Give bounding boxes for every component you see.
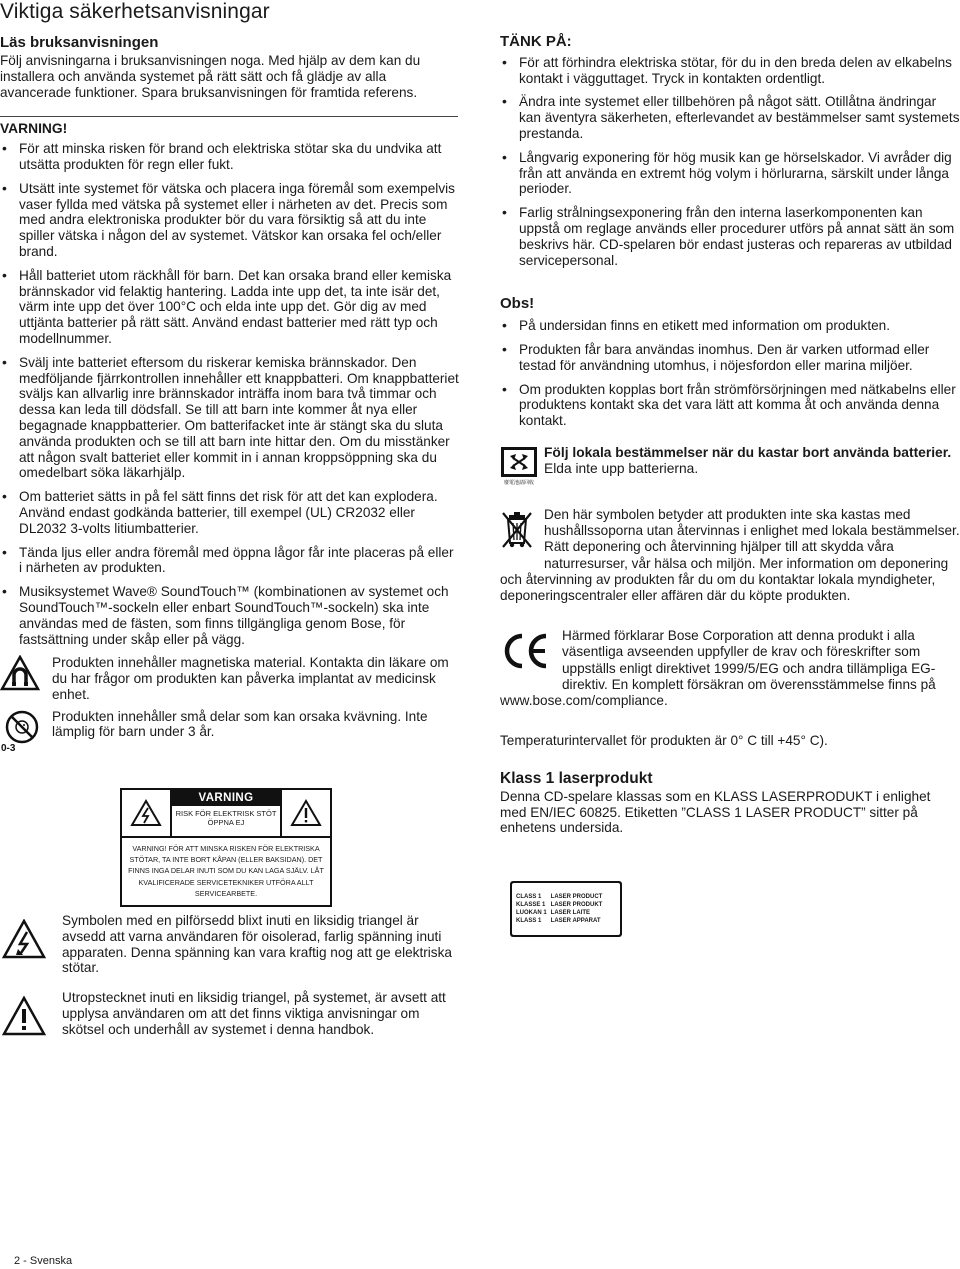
klass-text: Denna CD-spelare klassas som en KLASS LASERPRODUKT i enlighet med EN/IEC 60825. Etiketten ”CLASS 1 LASER PRODUCT” sitter på enhetens undersida. (500, 788, 931, 836)
crossed-bin-icon (500, 509, 534, 556)
intro-paragraph: Följ anvisningarna i bruksanvisningen noga. Med hjälp av dem kan du installera och använda systemet på rätt sätt och få glädje av alla avancerade funktioner. Spara bruksanvisningen för framtida referens. (0, 53, 421, 100)
exclamation-warning-icon (282, 790, 330, 836)
list-item: • Om produkten kopplas bort från strömförsörjningen med nätkabelns eller produktens kontakt ska det vara lätt att komma åt och använda denna kontakt. (500, 382, 960, 429)
list-item: • Musiksystemet Wave® SoundTouch™ (kombinationen av systemet och SoundTouch™-sockeln eller enbart SoundTouch™-sockeln) ska inte användas med de fästen, som finns tillgängliga genom Bose, för fastsättning under skåp eller på vägg. (0, 584, 460, 647)
battery-icon-caption: 廢電池請回收 (503, 479, 535, 486)
laser-product-cell: LASER LAITE (550, 910, 591, 916)
exclamation-text: Utropstecknet inuti en liksidig triangel, på systemet, är avsett att upplysa användaren om att det finns viktiga anvisningar om skötsel och underhåll av systemet i denna handbok. (62, 990, 446, 1037)
warning-list (0, 141, 460, 647)
divider (0, 116, 458, 117)
lightning-explanation (0, 913, 460, 976)
table-row (516, 917, 606, 925)
laser-product-cell: LASER APPARAT (550, 918, 601, 924)
lightning-triangle-icon (2, 919, 46, 964)
obs-list (500, 318, 960, 429)
weee-notice (500, 507, 960, 604)
obs-heading: Obs! (500, 295, 535, 313)
label-body-text: VARNING! FÖR ATT MINSKA RISKEN FÖR ELEKTRISKA STÖTAR, TA INTE BORT KÅPAN (ELLER BAKSIDAN). DET FINNS INGA DELAR INUTI SOM DU KAN LAGA SJÄLV. LÅT KVALIFICERADE SERVICETEKNIKER UTFÖRA ALLT SERVICEARBETE. (128, 844, 324, 898)
list-item: • För att minska risken för brand och elektriska stötar ska du undvika att utsätta produkten för regn eller fukt. (0, 141, 460, 173)
laser-product-cell: LASER PRODUKT (550, 902, 603, 908)
label-warning-text: VARNING (172, 790, 280, 806)
left-column (0, 34, 460, 753)
laser-label-table (516, 893, 606, 925)
lightning-warning-icon (122, 790, 170, 836)
tank-pa-heading: TÄNK PÅ: (500, 33, 572, 50)
right-column (500, 34, 960, 836)
list-item: • Ändra inte systemet eller tillbehören på något sätt. Otillåtna ändringar kan äventyra säkerheten, efterlevandet av bestämmelser samt systemets prestanda. (500, 94, 960, 141)
ce-mark-icon (500, 630, 552, 677)
ce-notice (500, 628, 960, 709)
list-item: • Utsätt inte systemet för vätska och placera inga föremål som exempelvis vaser fyllda med vätska på systemet eller i närheten av det. Precis som med andra elektroniska produkter bör du vara försiktig så att du inte spiller vätska i någon del av systemet. Vätskor kan orsaka fel och/eller brand. (0, 181, 460, 260)
laser-product-cell: LASER PRODUCT (550, 894, 603, 900)
klass-heading: Klass 1 laserprodukt (500, 769, 653, 787)
read-manual-heading: Läs bruksanvisningen (0, 34, 159, 51)
page-footer: 2 - Svenska (14, 1255, 73, 1267)
label-risk-text: RISK FÖR ELEKTRISK STÖT ÖPPNA EJ (175, 809, 277, 827)
list-item: • För att förhindra elektriska stötar, för du in den breda delen av elkabelns kontakt i vägguttaget. Tryck in kontakten ordentligt. (500, 55, 960, 87)
table-row (516, 901, 606, 909)
table-row (516, 909, 606, 917)
laser-class-cell: KLASS 1 (516, 918, 542, 924)
exclamation-explanation (0, 990, 460, 1037)
list-item: • Långvarig exponering för hög musik kan ge hörselskador. Vi avråder dig från att använda en extremt hög volym i hörlurarna, särskilt under långa perioder. (500, 150, 960, 197)
magnet-warning-icon (0, 655, 40, 696)
laser-class-label (510, 881, 622, 937)
small-parts-notice (0, 709, 460, 753)
lightning-text: Symbolen med en pilförsedd blixt inuti en liksidig triangel är avsedd att varna användaren för oisolerad, farlig spänning inuti apparaten. Denna spänning kan vara kraftig nog att ge elektriska stötar. (62, 913, 452, 976)
disposal-bold-text: Följ lokala bestämmelser när du kastar bort använda batterier. (544, 444, 952, 460)
magnetic-text: Produkten innehåller magnetiska material. Kontakta din läkare om du har frågor om produkten kan påverka implantat av medicinsk enhet. (52, 655, 449, 702)
laser-class-cell: KLASSE 1 (516, 902, 546, 908)
age-label: 0-3 (1, 742, 16, 753)
laser-class-cell: LUOKAN 1 (516, 910, 547, 916)
list-item: • Håll batteriet utom räckhåll för barn. Det kan orsaka brand eller kemiska brännskador vid felaktig hantering. Ladda inte upp det, ta inte isär det, värm inte upp det över 100°C och elda inte upp det. Gör dig av med uttjänta batterier på rätt sätt. Använd endast batterier med rätt typ och modellnummer. (0, 268, 460, 347)
ce-text: Härmed förklarar Bose Corporation att denna produkt i alla väsentliga avseenden uppfyller de krav och föreskrifter som uppställs enligt direktivet 1999/5/EG och andra tillämpliga EG-direktiv. En komplett försäkran om överensstämmelse finns på www.bose.com/compliance. (500, 628, 936, 708)
choking-hazard-icon (0, 709, 44, 758)
laser-class-cell: CLASS 1 (516, 894, 542, 900)
disposal-text (544, 445, 960, 477)
list-item: • Farlig strålningsexponering från den interna laserkomponenten kan uppstå om reglage används eller procedurer utförs på annat sätt än som beskrivs här. CD-spelaren bör endast justeras och repareras av utbildad servicepersonal. (500, 205, 960, 268)
weee-text: Den här symbolen betyder att produkten inte ska kastas med hushållssoporna utan återvinnas i enlighet med lokala bestämmelser. Rätt deponering och återvinning hjälper till att skydda våra naturresurser, vår hälsa och miljön. Mer information om deponering och återvinning av produkten får du om du kontaktar lokala myndigheter, deponeringscentraler eller affären där du köpte produkten. (500, 506, 960, 603)
battery-disposal (500, 444, 960, 486)
exclamation-triangle-icon (2, 996, 46, 1041)
list-item: • Produkten får bara användas inomhus. Den är varken utformad eller testad för användning utomhus, i nöjesfordon eller marina miljöer. (500, 342, 960, 374)
list-item: • På undersidan finns en etikett med information om produkten. (500, 318, 960, 334)
disposal-rest-text: Elda inte upp batterierna. (544, 460, 699, 476)
warning-heading: VARNING! (0, 121, 68, 137)
temperature-text: Temperaturintervallet för produkten är 0° C till +45° C). (500, 733, 828, 749)
battery-recycle-icon (500, 446, 538, 491)
magnetic-notice (0, 655, 460, 702)
tank-pa-list (500, 55, 960, 269)
page-title: Viktiga säkerhetsanvisningar (0, 0, 270, 23)
list-item: • Tända ljus eller andra föremål med öppna lågor får inte placeras på eller i närheten av produkten. (0, 545, 460, 577)
list-item: • Om batteriet sätts in på fel sätt finns det risk för att det kan explodera. Använd endast godkända batterier, till exempel (UL) CR2032 eller DL2032 3-volts litiumbatterier. (0, 489, 460, 536)
list-item: • Svälj inte batteriet eftersom du riskerar kemiska brännskador. Den medföljande fjärrkontrollen innehåller ett knappbatteri. Om knappbatteriet sväljs kan allvarlig inre brännskador inträffa inom bara två timmar och dessa kan leda till dödsfall. Se till att barn inte kommer åt nya eller begagnade knappbatterier. Om batterifacket inte är stängt ska du sluta använda produkten och se till att barn inte hittar den. Om du misstänker att någon svalt batteriet eller kommit in i annan kroppsöppning ska du omedelbart söka läkarhjälp. (0, 355, 460, 481)
shock-warning-label (120, 788, 332, 907)
small-parts-text: Produkten innehåller små delar som kan orsaka kvävning. Inte lämplig för barn under 3 år. (52, 708, 428, 740)
table-row (516, 893, 606, 901)
